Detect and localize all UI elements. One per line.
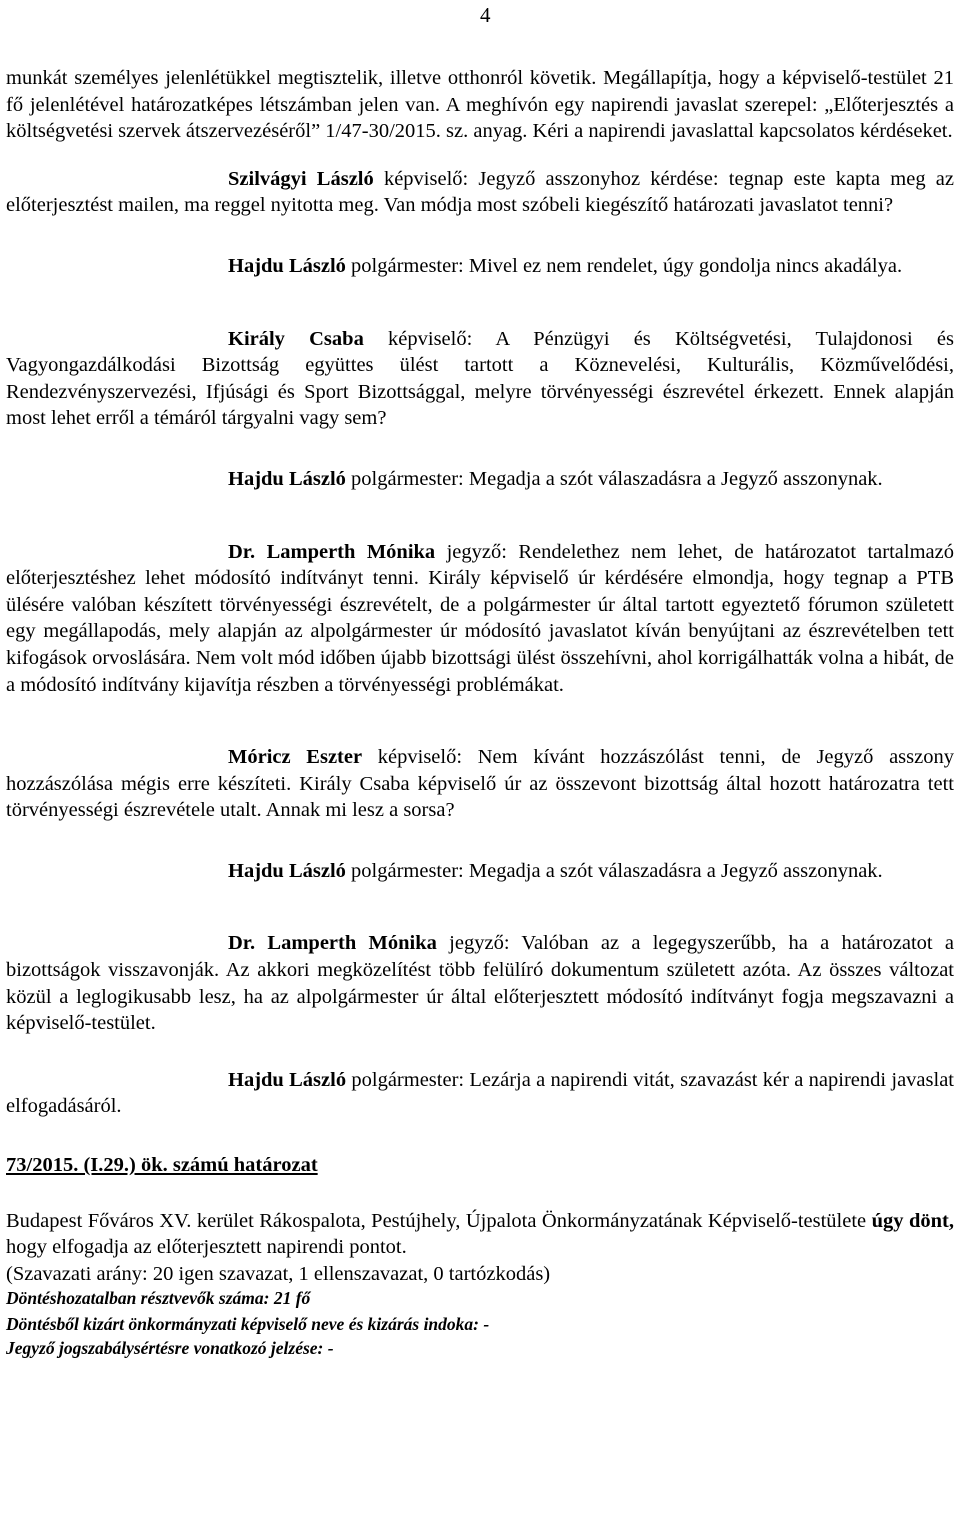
resolution-text-after: hogy elfogadja az előterjesztett napirendi pontot. — [6, 1236, 407, 1259]
vote-result: (Szavazati arány: 20 igen szavazat, 1 ellenszavazat, 0 tartózkodás) — [6, 1262, 551, 1285]
resolution-title — [6, 1152, 954, 1179]
resolution-decision: úgy dönt, — [871, 1209, 955, 1232]
paragraph-moricz — [6, 744, 954, 824]
paragraph-hajdu-1 — [6, 253, 954, 280]
resolution-text-before: Budapest Főváros XV. kerület Rákospalota, Pestújhely, Újpalota Önkormányzatának Képviselő-testülete — [6, 1209, 872, 1232]
speaker-name: Hajdu László — [228, 859, 346, 882]
speaker-name: Király Csaba — [228, 327, 364, 350]
paragraph-lamperth-2 — [6, 930, 954, 1036]
paragraph-hajdu-2 — [6, 466, 954, 493]
paragraph-hajdu-3 — [6, 858, 954, 885]
paragraph-kiraly — [6, 326, 954, 432]
paragraph-lamperth-1 — [6, 539, 954, 699]
paragraph-hajdu-4 — [6, 1067, 954, 1120]
page-number: 4 — [480, 3, 491, 27]
speech-text: jegyző: Valóban az a legegyszerűbb, ha a határozatot a bizottságok visszavonják. Az akkori megközelítést több felülíró dokumentum született azóta. Az összes változat közül a leglogikusabb lesz, ha az alpolgármester úr által előterjesztett módosító indítványt fogja megszavazni a képviselő-testület. — [6, 932, 954, 1035]
speaker-name: Hajdu László — [228, 467, 346, 490]
speaker-name: Hajdu László — [228, 1068, 347, 1091]
resolution-title-text: 73/2015. (I.29.) ök. számú határozat — [6, 1154, 318, 1177]
speaker-name: Dr. Lamperth Mónika — [228, 932, 437, 955]
speech-text: polgármester: Megadja a szót válaszadásra a Jegyző asszonynak. — [345, 859, 883, 882]
speech-text: jegyző: Rendelethez nem lehet, de határozatot tartalmazó előterjesztéshez lehet módosító indítványt tenni. Király képviselő úr kérdésére elmondja, hogy tegnap a PTB ülésére valóban készített törvényességi észrevételt, de a polgármester úr által tartott egyeztető fórumon született egy megállapodás, mely alapján az alpolgármester úr módosító javaslatot kíván benyújtani az észrevételben tett kifogások orvoslására. Nem volt mód időben újabb bizottsági ülést összehívni, ahol korrigálhatták volna a hibát, de a módosító indítvány kijavítja részben a törvényességi problémákat. — [6, 540, 954, 696]
paragraph-intro: munkát személyes jelenlétükkel megtisztelik, illetve otthonról követik. Megállapítja, hogy a képviselő-testület 21 fő jelenlétével határozatképes létszámban jelen van. A meghívón egy napirendi javaslat szerepel: „Előterjesztés a költségvetési szervek átszervezéséről” 1/47-30/2015. sz. anyag. Kéri a napirendi javaslattal kapcsolatos kérdéseket. — [6, 67, 954, 143]
excluded-members: Döntésből kizárt önkormányzati képviselő neve és kizárás indoka: - — [6, 1313, 490, 1334]
notary-signal: Jegyző jogszabálysértésre vonatkozó jelzése: - — [6, 1337, 334, 1358]
speech-text: képviselő: Jegyző asszonyhoz kérdése: tegnap este kapta meg az előterjesztést mailen, ma reggel nyitotta meg. Van módja most szóbeli kiegészítő határozati javaslatot tenni? — [6, 167, 954, 217]
resolution-text — [6, 1208, 954, 1261]
speech-text: polgármester: Megadja a szót válaszadásra a Jegyző asszonynak. — [345, 467, 883, 490]
speaker-name: Móricz Eszter — [228, 746, 363, 769]
participants-count: Döntéshozatalban résztvevők száma: 21 fő — [6, 1287, 311, 1308]
speech-text: képviselő: A Pénzügyi és Költségvetési, Tulajdonosi és Vagyongazdálkodási Bizottság együttes ülést tartott a Köznevelési, Kulturális, Közművelődési, Rendezvényszervezési, Ifjúsági és Sport Bizottsággal, melyre törvényességi észrevétel érkezett. Ennek alapján most lehet erről a témáról tárgyalni vagy sem? — [6, 327, 955, 430]
paragraph-szilvagyi — [6, 166, 954, 219]
speaker-name: Hajdu László — [228, 254, 346, 277]
minutes-body — [6, 65, 954, 1359]
speech-text: polgármester: Mivel ez nem rendelet, úgy gondolja nincs akadálya. — [345, 254, 903, 277]
speech-text: képviselő: Nem kívánt hozzászólást tenni, de Jegyző asszony hozzászólása mégis erre készíteti. Király Csaba képviselő úr az összevont bizottság által hozott határozatra tett törvényességi észrevétele utalt. Annak mi lesz a sorsa? — [6, 746, 954, 822]
speech-text: polgármester: Lezárja a napirendi vitát, szavazást kér a napirendi javaslat elfogadásáról. — [6, 1068, 954, 1118]
speaker-name: Dr. Lamperth Mónika — [228, 540, 436, 563]
speaker-name: Szilvágyi László — [228, 167, 374, 190]
